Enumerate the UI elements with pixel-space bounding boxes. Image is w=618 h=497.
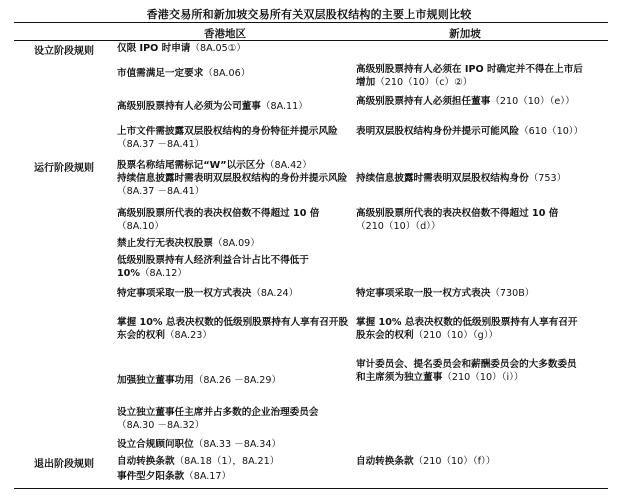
hk-rule: 事件型夕阳条款（8A.17）	[117, 471, 232, 482]
bottom-rule	[14, 488, 608, 489]
hk-rule: 设立独立董事任主席并占多数的企业治理委员会（8A.30 －8A.32）	[117, 407, 319, 431]
sg-rule: 持续信息披露时需表明双层股权结构身份（753）	[356, 173, 567, 184]
hk-rule: 上市文件需披露双层股权结构的身份特征并提示风险（8A.37 －8A.41）	[117, 126, 338, 150]
sg-rule: 审计委员会、提名委员会和薪酬委员会的大多数委员和主席须为独立董事（210（10）（i））	[356, 359, 577, 383]
header-rule	[14, 40, 608, 41]
hk-rule: 持续信息披露时需表明双层股权结构的身份并提示风险（8A.37 －8A.41）	[117, 173, 348, 197]
table-title: 香港交易所和新加坡交易所有关双层股权结构的主要上市规则比较	[146, 8, 472, 21]
hk-rule: 仅限 IPO 时申请（8A.05①）	[117, 43, 246, 54]
stage-setup: 设立阶段规则	[34, 46, 94, 57]
column-header-sg: 新加坡	[449, 28, 481, 40]
hk-rule: 市值需满足一定要求（8A.06）	[117, 68, 251, 79]
sg-rule: 表明双层股权结构身份并提示可能风险（610（10））	[356, 126, 584, 137]
sg-rule: 高级别股票所代表的表决权倍数不得超过 10 倍（210（10）（d））	[356, 208, 559, 232]
sg-rule: 自动转换条款（210（10）（f））	[356, 456, 496, 467]
stage-operation: 运行阶段规则	[34, 163, 94, 174]
hk-rule: 设立合规顾问职位（8A.33 －8A.34）	[117, 439, 282, 450]
column-header-hk: 香港地区	[204, 28, 246, 40]
hk-rule: 高级别股票持有人必须为公司董事（8A.11）	[117, 101, 308, 112]
hk-rule: 高级别股票所代表的表决权倍数不得超过 10 倍（8A.10）	[117, 208, 320, 232]
hk-rule: 特定事项采取一股一权方式表决（8A.24）	[117, 288, 299, 299]
hk-rule: 股票名称结尾需标记“W”以示区分（8A.42）	[117, 160, 312, 171]
sg-rule: 高级别股票持有人必须在 IPO 时确定并不得在上市后增加（210（10）（c）②）	[356, 64, 583, 88]
sg-rule: 掌握 10% 总表决权数的低级别股票持有人享有召开股东会的权利（210（10）（g））	[356, 317, 578, 341]
sg-rule: 特定事项采取一股一权方式表决（730B）	[356, 288, 535, 299]
sg-rule: 高级别股票持有人必须担任董事（210（10）（e））	[356, 96, 575, 107]
hk-rule: 禁止发行无表决权股票（8A.09）	[117, 238, 260, 249]
hk-rule: 掌握 10% 总表决权数的低级别股票持有人享有召开股东会的权利（8A.23）	[117, 317, 349, 341]
hk-rule: 自动转换条款（8A.18（1），8A.21）	[117, 456, 280, 467]
hk-rule: 低级别股票持有人经济利益合计占比不得低于 10%（8A.12）	[117, 255, 309, 279]
top-rule	[14, 22, 608, 23]
hk-rule: 加强独立董事功用（8A.26 －8A.29）	[117, 375, 282, 386]
stage-exit: 退出阶段规则	[34, 459, 94, 470]
